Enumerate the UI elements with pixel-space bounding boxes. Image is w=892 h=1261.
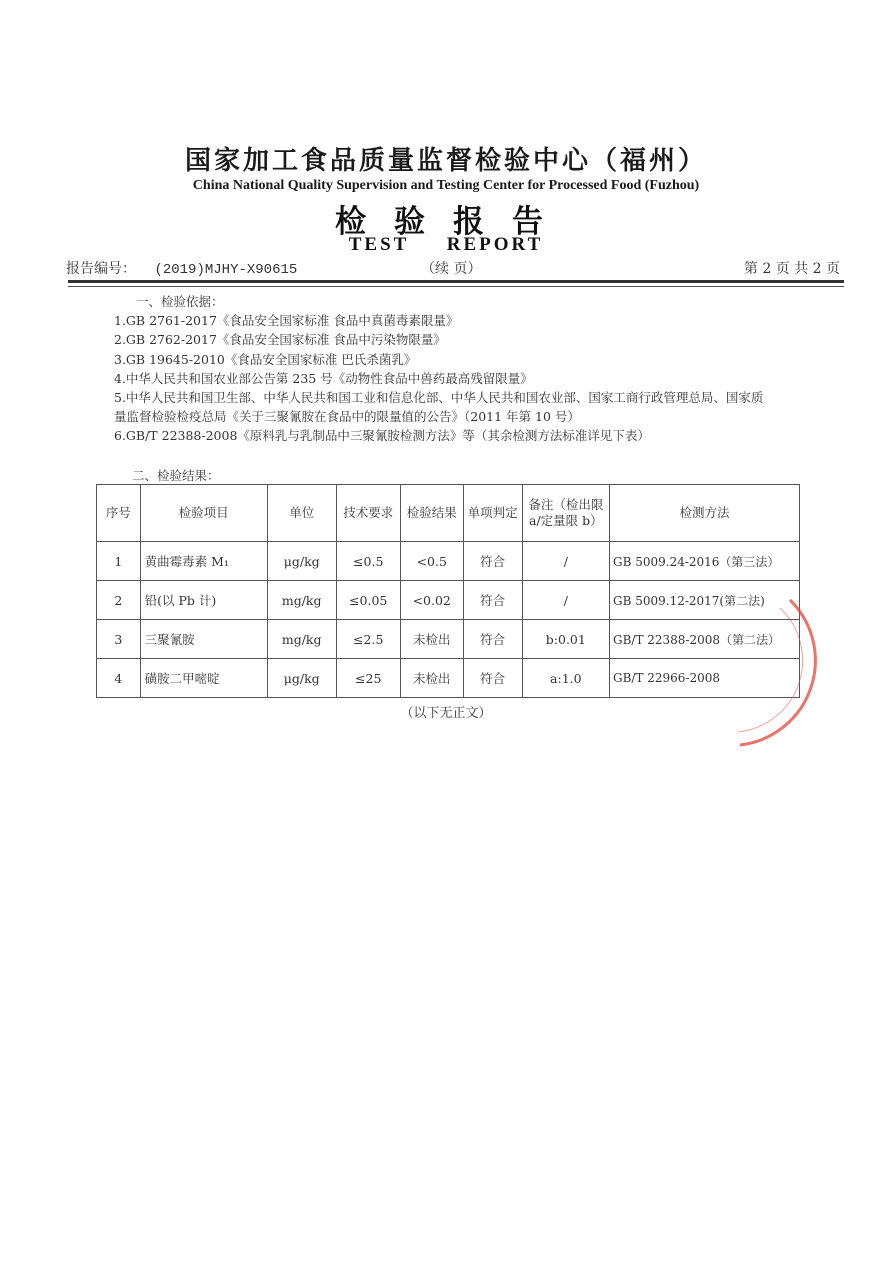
cell-judgement: 符合 (463, 659, 522, 698)
cell-result: <0.5 (400, 542, 463, 581)
cell-unit: mg/kg (267, 620, 336, 659)
cell-no: 4 (97, 659, 141, 698)
cell-item: 磺胺二甲嘧啶 (140, 659, 267, 698)
column-header: 单项判定 (463, 485, 522, 542)
basis-item: 4.中华人民共和国农业部公告第 235 号《动物性食品中兽药最高残留限量》 (114, 370, 533, 386)
table-row (97, 581, 800, 620)
basis-section (114, 292, 794, 446)
cell-judgement: 符合 (463, 620, 522, 659)
header-divider-thin (68, 286, 844, 287)
report-title-cn: 检验报告 (335, 204, 571, 240)
table-row (97, 542, 800, 581)
basis-item: 2.GB 2762-2017《食品安全国家标准 食品中污染物限量》 (114, 332, 446, 348)
report-number-value: (2019)MJHY-X90615 (154, 262, 298, 278)
org-title-cn: 国家加工食品质量监督检验中心（福州） (184, 146, 707, 176)
cell-no: 1 (97, 542, 141, 581)
basis-item: 1.GB 2761-2017《食品安全国家标准 食品中真菌毒素限量》 (114, 313, 459, 329)
cell-unit: mg/kg (267, 581, 336, 620)
cell-unit: μg/kg (267, 659, 336, 698)
basis-heading: 一、检验依据： (136, 294, 224, 309)
cell-result: 未检出 (400, 659, 463, 698)
basis-item: 5.中华人民共和国卫生部、中华人民共和国工业和信息化部、中华人民共和国农业部、国家工商行政管理总局、国家质量监督检验检疫总局《关于三聚氰胺在食品中的限量值的公告》（2011 年第 10 号） (114, 390, 764, 425)
cell-judgement: 符合 (463, 581, 522, 620)
org-title-en: China National Quality Supervision and Testing Center for Processed Food (Fuzhou) (192, 178, 700, 193)
end-of-text-note: （以下无正文） (400, 706, 492, 721)
cell-note: / (522, 581, 609, 620)
column-header: 检验结果 (400, 485, 463, 542)
cell-method: GB/T 22388-2008（第二法） (610, 620, 800, 659)
cell-method: GB 5009.24-2016（第三法） (610, 542, 800, 581)
cell-requirement: ≤0.5 (336, 542, 400, 581)
cell-result: <0.02 (400, 581, 463, 620)
results-heading: 二、检验结果： (132, 468, 220, 483)
continued-label: （续 页） (421, 261, 482, 277)
table-header-row (97, 485, 800, 542)
cell-note: a:1.0 (522, 659, 609, 698)
cell-unit: μg/kg (267, 542, 336, 581)
column-header: 备注（检出限 a/定量限 b） (522, 485, 609, 542)
column-header: 序号 (97, 485, 141, 542)
cell-item: 三聚氰胺 (140, 620, 267, 659)
report-title-en: TEST REPORT (348, 234, 544, 255)
cell-item: 铅(以 Pb 计) (140, 581, 267, 620)
cell-no: 2 (97, 581, 141, 620)
cell-requirement: ≤25 (336, 659, 400, 698)
column-header: 检验项目 (140, 485, 267, 542)
basis-item: 3.GB 19645-2010《食品安全国家标准 巴氏杀菌乳》 (114, 351, 417, 367)
table-row (97, 659, 800, 698)
page-indicator: 第 2 页 共 2 页 (743, 261, 840, 277)
cell-note: b:0.01 (522, 620, 609, 659)
results-table (96, 484, 800, 698)
cell-requirement: ≤0.05 (336, 581, 400, 620)
table-row (97, 620, 800, 659)
cell-judgement: 符合 (463, 542, 522, 581)
report-number-label: 报告编号： (66, 261, 136, 277)
header-divider-thick (68, 280, 844, 283)
cell-item: 黄曲霉毒素 M₁ (140, 542, 267, 581)
column-header: 技术要求 (336, 485, 400, 542)
cell-method: GB 5009.12-2017(第二法) (610, 581, 800, 620)
cell-requirement: ≤2.5 (336, 620, 400, 659)
basis-item: 6.GB/T 22388-2008《原料乳与乳制品中三聚氰胺检测方法》等（其余检测方法标准详见下表） (114, 428, 650, 444)
cell-method: GB/T 22966-2008 (610, 659, 800, 698)
column-header: 单位 (267, 485, 336, 542)
cell-no: 3 (97, 620, 141, 659)
column-header: 检测方法 (610, 485, 800, 542)
report-number (66, 258, 297, 278)
cell-result: 未检出 (400, 620, 463, 659)
cell-note: / (522, 542, 609, 581)
